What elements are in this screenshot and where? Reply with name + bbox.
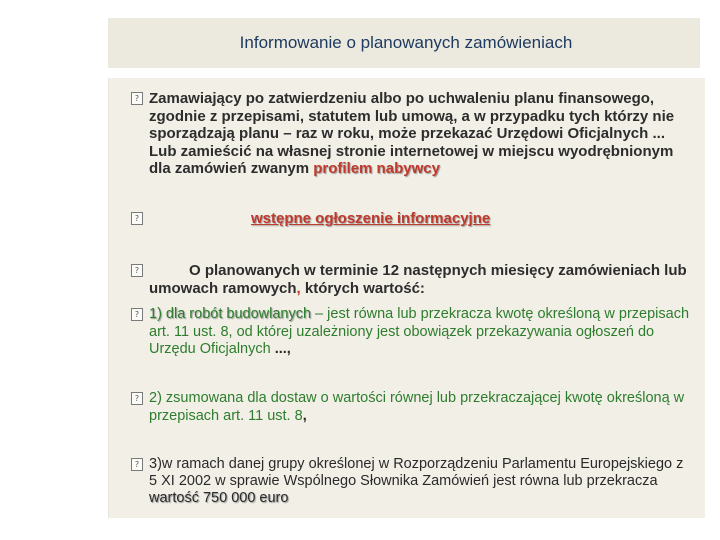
paragraph-text: 2) zsumowana dla dostaw o wartości równej lub przekraczającej kwotę określoną w przepisach art. 11 ust. 8, xyxy=(149,390,685,424)
paragraph-text: 1) dla robót budowlanych – jest równa lub przekracza kwotę określoną w przepisach art. 11 ust. 8, od której uzależniony jest obowiązek przekazywania ogłoszeń do Urzędu Oficjalnych ..., xyxy=(149,306,690,357)
content-box xyxy=(108,78,705,518)
bullet-icon: ? xyxy=(131,212,143,225)
paragraph-text: 3)w ramach danej grupy określonej w Rozporządzeniu Parlamentu Europejskiego z 5 XI 2002 w sprawie Wspólnego Słownika Zamówień jest równa lub przekracza wartość 750 000 euro xyxy=(149,456,684,506)
highlight-profil: profilem nabywcy xyxy=(313,160,440,177)
bullet-icon: ? xyxy=(131,458,143,471)
paragraph-text: O planowanych w terminie 12 następnych miesięcy zamówieniach lub umowach ramowych, których wartość: xyxy=(149,262,687,297)
bullet-icon: ? xyxy=(131,392,143,405)
title-box xyxy=(108,18,700,68)
bullet-icon: ? xyxy=(131,264,143,277)
bullet-icon: ? xyxy=(131,92,143,105)
slide-title: Informowanie o planowanych zamówieniach xyxy=(239,33,573,52)
highlight-wartosc: wartość 750 000 euro xyxy=(149,490,289,506)
heading-wstepne: wstępne ogłoszenie informacyjne xyxy=(251,210,491,227)
bullet-icon: ? xyxy=(131,308,143,321)
paragraph-text: Zamawiający po zatwierdzeniu albo po uchwaleniu planu finansowego, zgodnie z przepisami, statutem lub umową, a w przypadku tych którzy nie sporządzają planu – raz w roku, może przekazać Urzędowi Oficjalnych ... Lub zamieścić na własnej stronie internetowej w miejscu wyodrębnionym dla zamówień zwanym profilem nabywcy xyxy=(149,90,675,177)
